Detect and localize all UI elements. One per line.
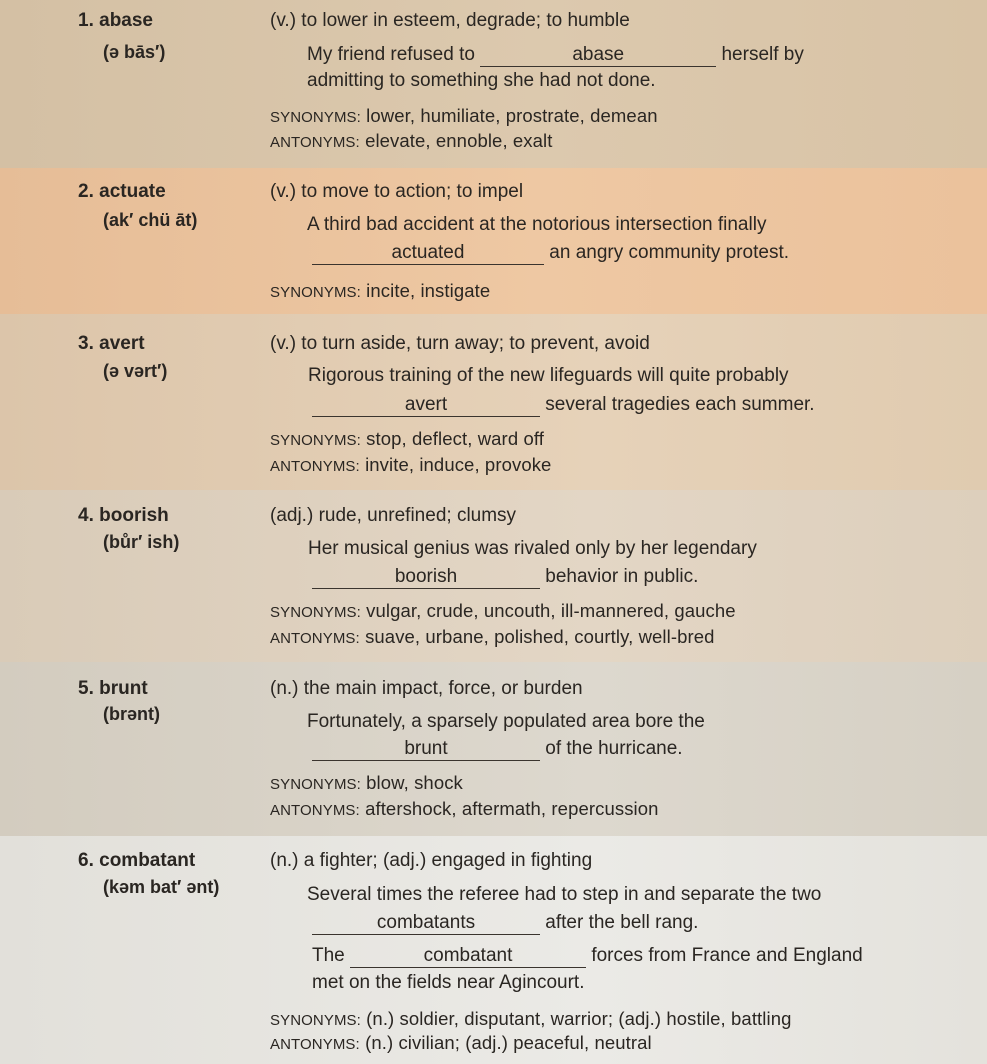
- example-sentence-line-4: met on the fields near Agincourt.: [312, 972, 585, 993]
- sentence-text: The: [312, 945, 345, 966]
- answer-blank: [312, 738, 540, 761]
- answer-blank: [480, 44, 716, 67]
- entry-definition: (adj.) rude, unrefined; clumsy: [270, 505, 517, 526]
- answer-text: abase: [572, 44, 625, 65]
- answer-blank: [312, 566, 540, 589]
- entry-pronunciation: (ə bās′): [103, 42, 166, 62]
- sentence-text: an angry community protest.: [549, 242, 789, 263]
- synonyms-label: SYNONYMS:: [270, 109, 361, 126]
- answer-blank: [312, 912, 540, 935]
- answer-text: boorish: [394, 566, 458, 587]
- entry-word: 1. abase: [78, 10, 153, 31]
- synonyms-line: [270, 105, 658, 127]
- antonyms-label: ANTONYMS:: [270, 802, 360, 819]
- answer-text: avert: [404, 394, 448, 415]
- entry-word: 6. combatant: [78, 850, 196, 871]
- example-sentence-line-2: [312, 394, 815, 417]
- antonyms-line: [270, 798, 659, 820]
- answer-blank: [350, 945, 586, 968]
- antonyms-line: [270, 454, 551, 476]
- synonyms-line: [270, 772, 463, 794]
- sentence-text: My friend refused to: [307, 44, 475, 65]
- antonyms-label: ANTONYMS:: [270, 458, 360, 475]
- example-sentence-line-1: Her musical genius was rivaled only by her legendary: [308, 538, 757, 559]
- synonyms-text: lower, humiliate, prostrate, demean: [366, 105, 658, 126]
- sentence-text: behavior in public.: [545, 566, 699, 587]
- entry-definition: (n.) the main impact, force, or burden: [270, 678, 583, 699]
- antonyms-text: suave, urbane, polished, courtly, well-bred: [365, 626, 715, 647]
- antonyms-label: ANTONYMS:: [270, 630, 360, 647]
- entry-pronunciation: (ak′ chü āt): [103, 210, 198, 230]
- entry-word: 5. brunt: [78, 678, 148, 699]
- entry-pronunciation: (ə vərt′): [103, 361, 168, 381]
- antonyms-line: [270, 130, 553, 152]
- sentence-text: forces from France and England: [591, 945, 863, 966]
- synonyms-text: vulgar, crude, uncouth, ill-mannered, gauche: [366, 600, 736, 621]
- synonyms-label: SYNONYMS:: [270, 1012, 361, 1029]
- entry-pronunciation: (bůr′ ish): [103, 532, 180, 552]
- synonyms-label: SYNONYMS:: [270, 604, 361, 621]
- synonyms-line: [270, 600, 736, 622]
- example-sentence-line-2: [312, 738, 683, 761]
- antonyms-line: [270, 1032, 652, 1054]
- synonyms-line: [270, 428, 544, 450]
- example-sentence-line-2: [312, 242, 789, 265]
- synonyms-line: [270, 280, 490, 302]
- synonyms-text: blow, shock: [366, 772, 463, 793]
- entry-definition: (v.) to move to action; to impel: [270, 181, 524, 202]
- synonyms-line: [270, 1008, 792, 1030]
- example-sentence-line-1: [307, 44, 804, 67]
- example-sentence-line-2: [312, 566, 698, 589]
- example-sentence-line-2: admitting to something she had not done.: [307, 70, 656, 91]
- antonyms-text: elevate, ennoble, exalt: [365, 130, 553, 151]
- example-sentence-line-1: Rigorous training of the new lifeguards will quite probably: [308, 365, 789, 386]
- synonyms-label: SYNONYMS:: [270, 432, 361, 449]
- answer-blank: [312, 394, 540, 417]
- entry-word: 2. actuate: [78, 181, 166, 202]
- antonyms-label: ANTONYMS:: [270, 134, 360, 151]
- entry-word: 4. boorish: [78, 505, 169, 526]
- antonyms-text: aftershock, aftermath, repercussion: [365, 798, 659, 819]
- antonyms-text: (n.) civilian; (adj.) peaceful, neutral: [365, 1032, 652, 1053]
- entry-definition: (n.) a fighter; (adj.) engaged in fighting: [270, 850, 593, 871]
- sentence-text: of the hurricane.: [545, 738, 683, 759]
- example-sentence-line-2: [312, 912, 698, 935]
- antonyms-label: ANTONYMS:: [270, 1036, 360, 1053]
- entry-pronunciation: (brənt): [103, 704, 160, 724]
- sentence-text: several tragedies each summer.: [545, 394, 815, 415]
- answer-text: combatant: [423, 945, 513, 966]
- example-sentence-line-1: Fortunately, a sparsely populated area bore the: [307, 711, 705, 732]
- example-sentence-line-3: [312, 945, 863, 968]
- answer-text: combatants: [376, 912, 476, 933]
- synonyms-text: stop, deflect, ward off: [366, 428, 544, 449]
- example-sentence-line-1: A third bad accident at the notorious intersection finally: [307, 214, 767, 235]
- antonyms-line: [270, 626, 715, 648]
- answer-text: actuated: [391, 242, 465, 263]
- entry-pronunciation: (kəm bat′ ənt): [103, 877, 220, 897]
- sentence-text: herself by: [721, 44, 804, 65]
- entry-definition: (v.) to turn aside, turn away; to prevent, avoid: [270, 333, 650, 354]
- synonyms-text: (n.) soldier, disputant, warrior; (adj.) hostile, battling: [366, 1008, 792, 1029]
- example-sentence-line-1: Several times the referee had to step in and separate the two: [307, 884, 822, 905]
- synonyms-text: incite, instigate: [366, 280, 491, 301]
- entry-word: 3. avert: [78, 333, 145, 354]
- entry-definition: (v.) to lower in esteem, degrade; to humble: [270, 10, 630, 31]
- answer-text: brunt: [404, 738, 448, 759]
- synonyms-label: SYNONYMS:: [270, 776, 361, 793]
- answer-blank: [312, 242, 544, 265]
- sentence-text: after the bell rang.: [545, 912, 699, 933]
- synonyms-label: SYNONYMS:: [270, 284, 361, 301]
- antonyms-text: invite, induce, provoke: [365, 454, 552, 475]
